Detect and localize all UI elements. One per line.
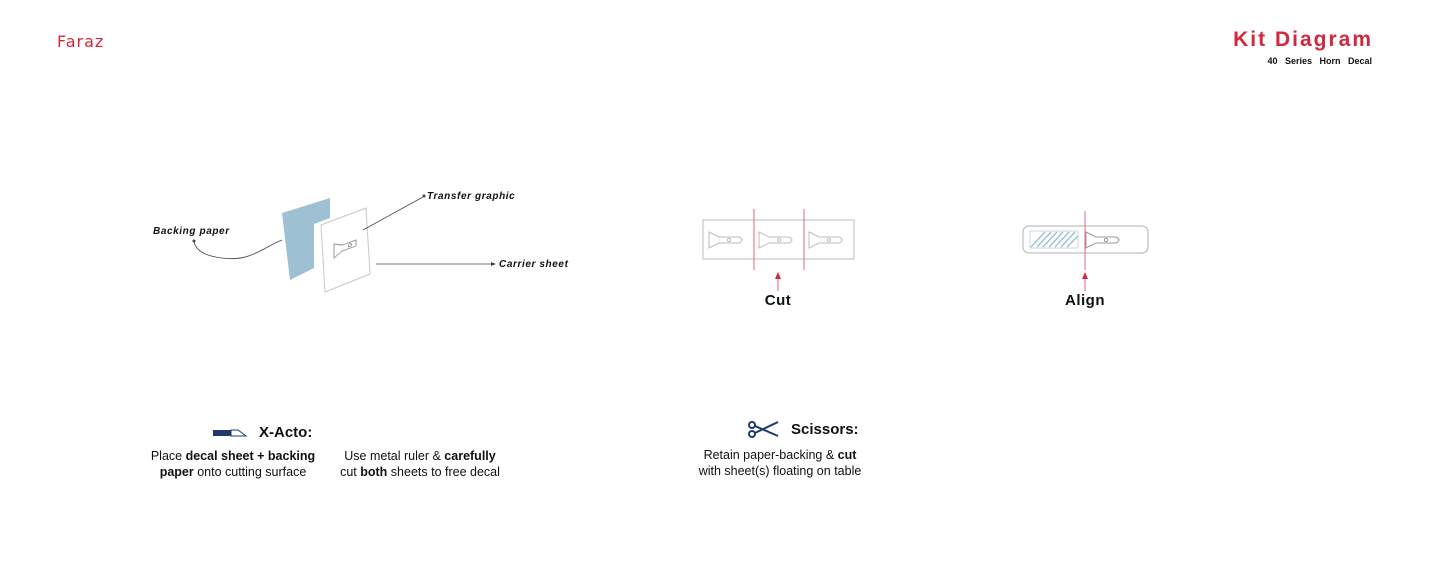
page-subtitle: 40 Series Horn Decal: [1267, 56, 1372, 66]
xacto-title: X-Acto:: [259, 424, 313, 441]
scissors-title: Scissors:: [791, 421, 859, 438]
align-decal: [1023, 226, 1148, 253]
xacto-note-place-text2: onto cutting surface: [193, 465, 307, 479]
xacto-note-cut-text3: sheets to free decal: [387, 465, 500, 479]
horn-icon: [759, 232, 792, 248]
xacto-note-cut-text2: cut: [340, 465, 361, 479]
xacto-note-place-text: Place: [150, 449, 186, 463]
carrier-leader-arrow: [491, 262, 496, 266]
xacto-note-cut-emph: carefully: [444, 449, 496, 463]
align-step-label: Align: [1065, 292, 1105, 309]
backing-paper-label: Backing paper: [153, 226, 230, 237]
horn-icon: [809, 232, 842, 248]
page-title: Kit Diagram: [1233, 28, 1373, 51]
horn-icon: [709, 232, 742, 248]
backing-paper-shape: [282, 198, 330, 280]
xacto-note-place: [148, 448, 318, 480]
xacto-knife-icon: [213, 430, 246, 436]
scissors-note-text2: with sheet(s) floating on table: [698, 464, 862, 478]
scissors-note-text: Retain paper-backing &: [703, 448, 838, 462]
horn-icon: [1086, 232, 1119, 248]
transfer-graphic-label: Transfer graphic: [427, 191, 516, 202]
xacto-note-cut-emph2: both: [360, 465, 388, 479]
scissors-icon: [749, 422, 778, 437]
backing-leader-dot: [193, 240, 196, 243]
brand-logo: Faraz: [57, 32, 105, 51]
carrier-sheet-label: Carrier sheet: [499, 259, 569, 270]
xacto-note-cut: [335, 448, 505, 480]
backing-leader-line: [194, 240, 282, 259]
cut-strip: [703, 220, 854, 259]
cut-step-label: Cut: [764, 292, 792, 309]
scissors-note-emph: cut: [837, 448, 857, 462]
transfer-leader-dot: [423, 195, 426, 198]
align-arrow-head: [1082, 272, 1088, 279]
cut-arrow-head: [775, 272, 781, 279]
xacto-note-place-emph2: paper: [159, 465, 194, 479]
carrier-sheet-shape: [321, 208, 370, 292]
xacto-note-cut-text: Use metal ruler &: [344, 449, 445, 463]
horn-icon: [334, 236, 356, 258]
scissors-note: [695, 447, 865, 479]
transfer-leader-line: [363, 197, 423, 230]
align-hatched-backing: [1030, 231, 1078, 248]
xacto-note-place-emph: decal sheet + backing: [185, 449, 316, 463]
